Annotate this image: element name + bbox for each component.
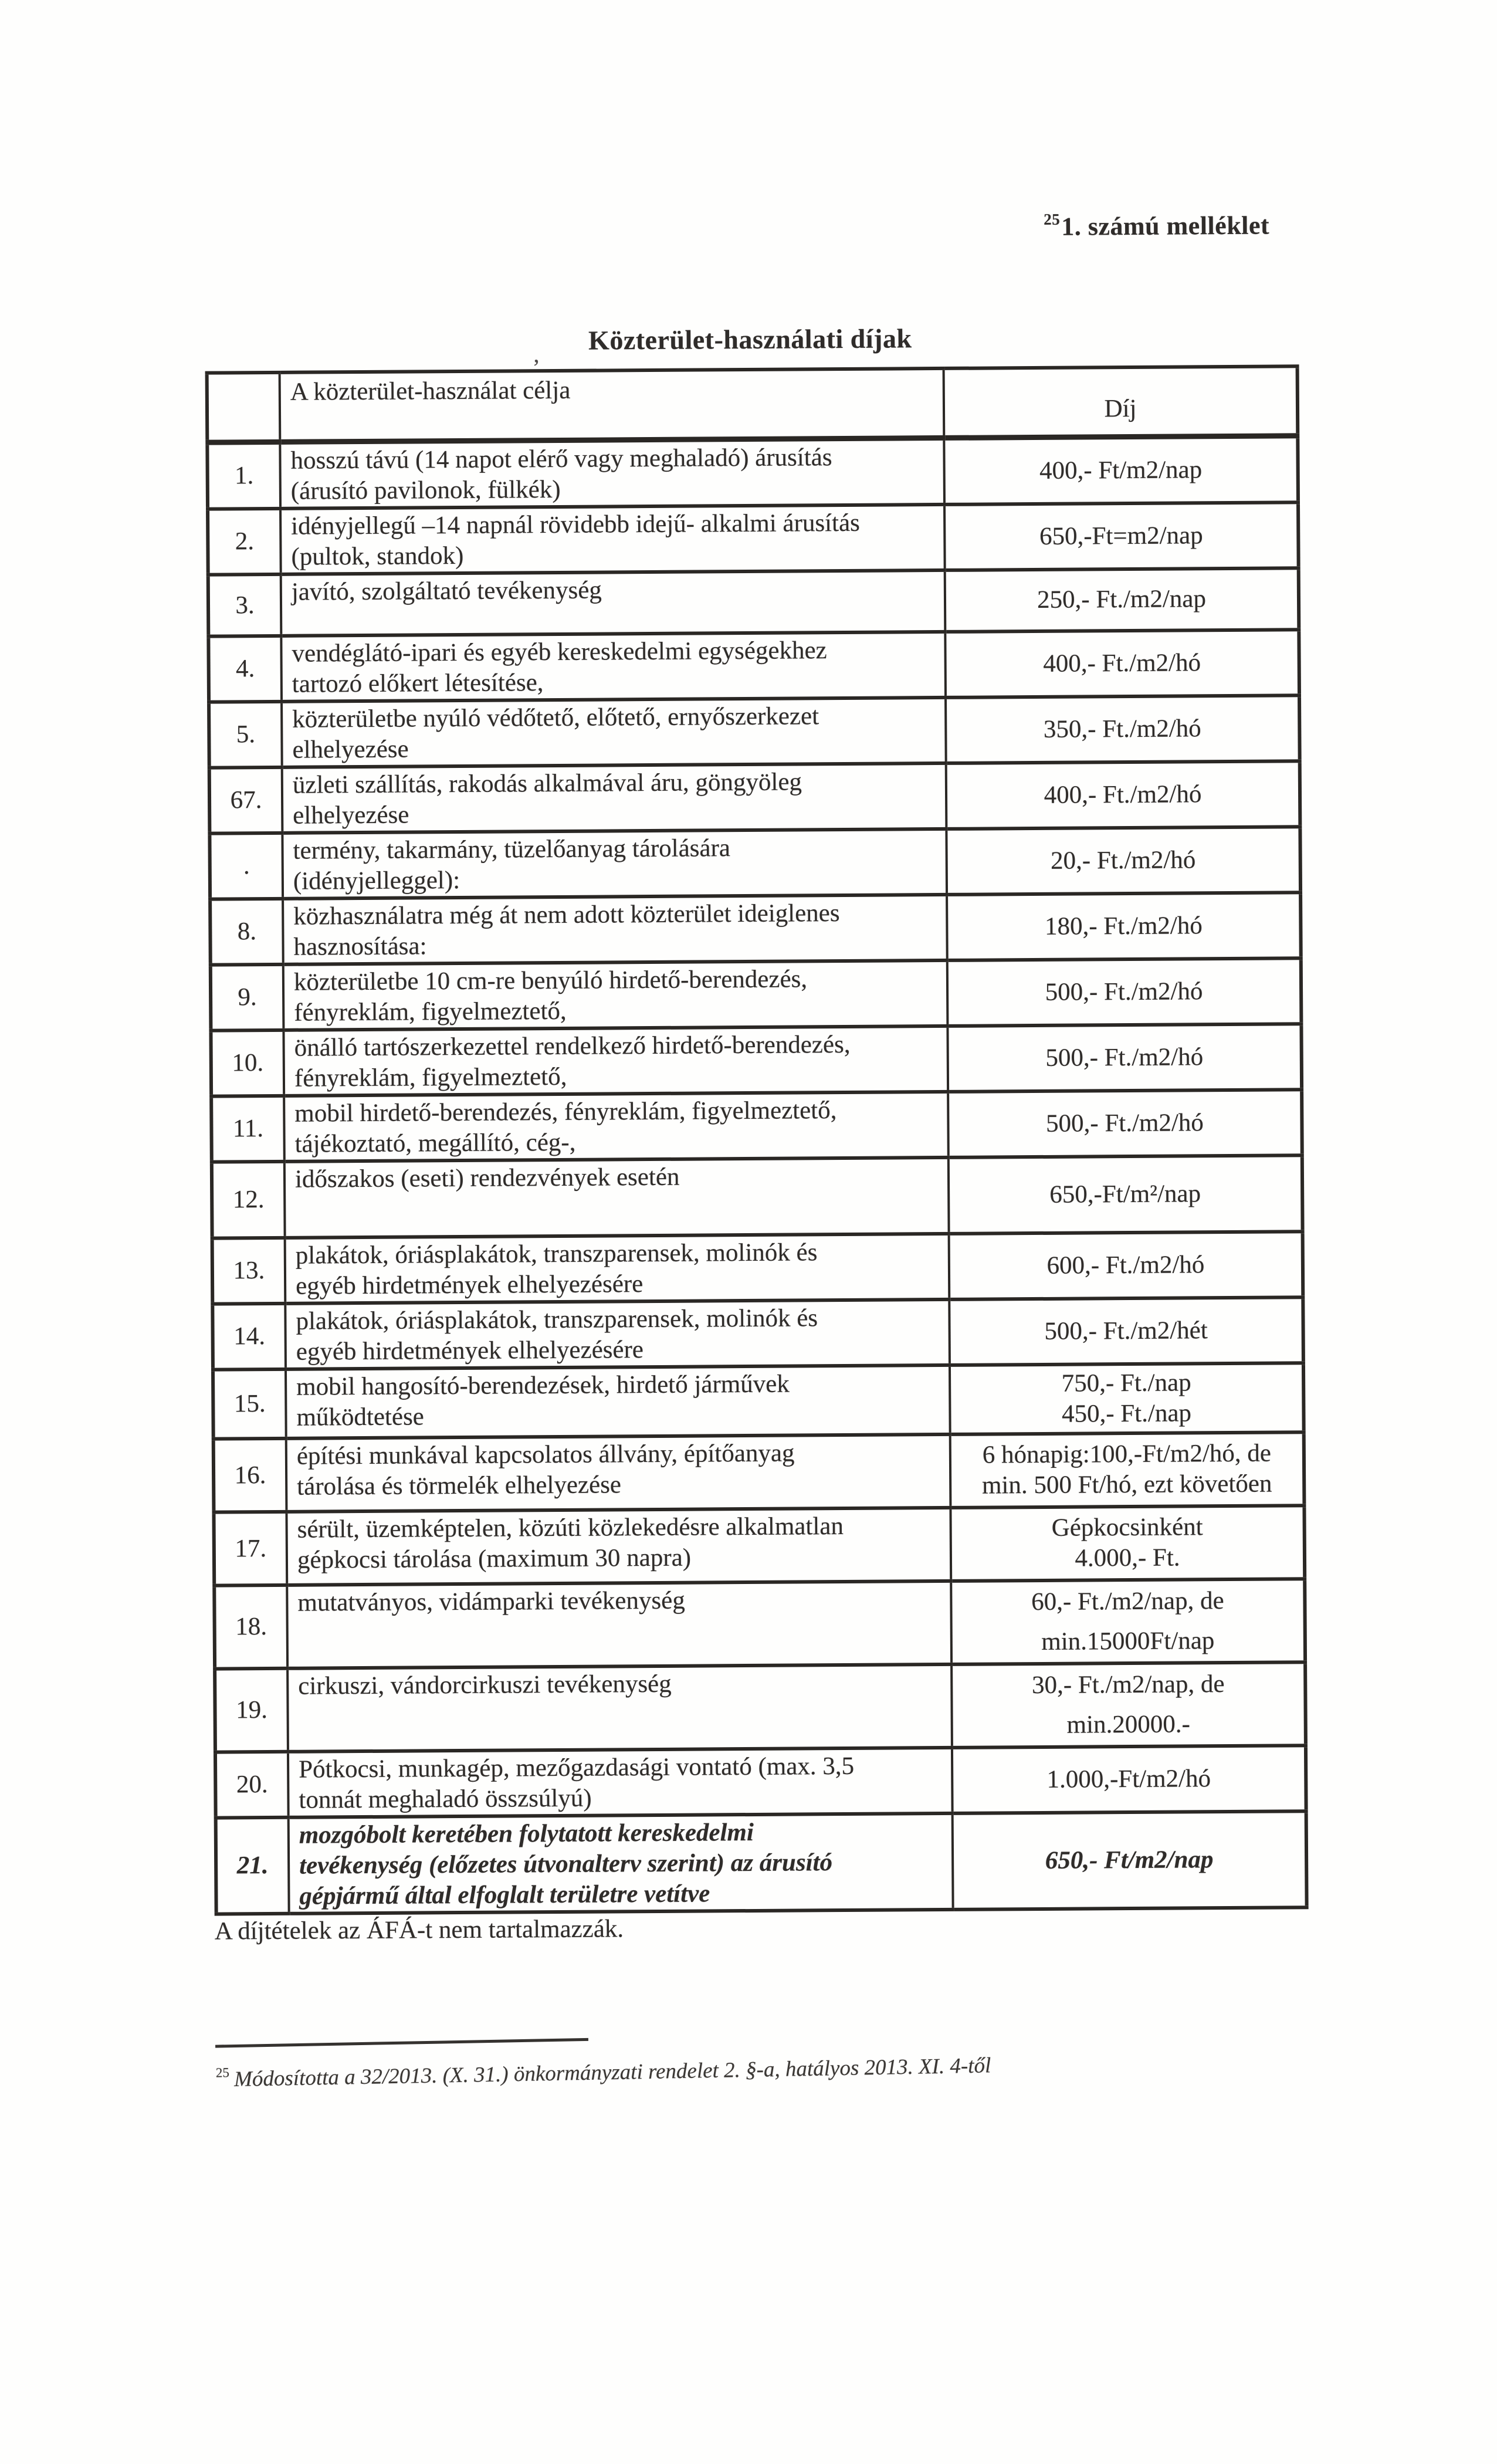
purpose-line: sérült, üzemképtelen, közúti közlekedésre alkalmatlan xyxy=(297,1512,844,1544)
row-fee-cell xyxy=(948,1089,1302,1157)
row-number-cell: 15. xyxy=(213,1369,286,1439)
fee-line: 650,- Ft/m2/nap xyxy=(1045,1845,1214,1874)
row-fee-cell xyxy=(951,1662,1306,1748)
fee-line: min.20000.- xyxy=(1066,1710,1190,1739)
purpose-line: tevékenység (előzetes útvonalterv szerint) az árusító xyxy=(299,1848,833,1880)
purpose-line: üzleti szállítás, rakodás alkalmával áru, göngyöleg xyxy=(292,767,802,799)
purpose-line: működtetése xyxy=(296,1402,424,1431)
row-number-cell: 21. xyxy=(216,1817,289,1914)
fee-line: 250,- Ft./m2/nap xyxy=(1037,585,1207,614)
row-fee-cell xyxy=(950,1432,1305,1508)
row-fee-cell xyxy=(944,435,1298,504)
row-fee-cell xyxy=(946,695,1300,763)
purpose-line: plakátok, óriásplakátok, transzparensek, molinók és xyxy=(295,1238,818,1270)
fee-table-row xyxy=(215,1745,1306,1817)
fee-table-body xyxy=(207,435,1306,1914)
row-number-cell: 8. xyxy=(210,898,283,964)
row-purpose-cell xyxy=(287,1664,952,1751)
row-purpose-cell xyxy=(285,1157,949,1237)
header-fee-cell: Díj xyxy=(944,366,1298,438)
purpose-line: tájékoztató, megállító, cég-, xyxy=(294,1128,576,1158)
fee-line: 650,-Ft=m2/nap xyxy=(1039,521,1203,550)
row-fee-cell xyxy=(947,892,1301,960)
fee-line: 4.000,- Ft. xyxy=(1075,1544,1180,1572)
fee-line: 500,- Ft./m2/hét xyxy=(1044,1316,1208,1345)
annotation-footnote-ref: 25 xyxy=(1044,210,1061,228)
row-number-cell: 13. xyxy=(212,1237,286,1304)
fee-line: min. 500 Ft/hó, ezt követően xyxy=(981,1470,1272,1500)
purpose-line: Pótkocsi, munkagép, mezőgazdasági vontató (max. 3,5 xyxy=(299,1752,855,1783)
fee-line: 1.000,-Ft/m2/hó xyxy=(1046,1764,1211,1793)
row-purpose-cell xyxy=(283,894,947,964)
row-number-cell: . xyxy=(209,832,283,899)
purpose-line: hasznosítása: xyxy=(293,932,427,961)
purpose-line: elhelyezése xyxy=(293,801,409,830)
fee-table-row xyxy=(212,1231,1303,1304)
row-fee-cell xyxy=(950,1363,1304,1434)
row-fee-cell xyxy=(949,1297,1303,1365)
fee-table-row xyxy=(212,1297,1303,1369)
fee-line: 400,- Ft./m2/hó xyxy=(1043,648,1201,678)
purpose-line: egyéb hirdetmények elhelyezésére xyxy=(295,1270,643,1300)
vat-note-wrap xyxy=(215,1914,624,1945)
row-purpose-cell xyxy=(281,570,946,635)
purpose-line: fényreklám, figyelmeztető, xyxy=(294,997,567,1027)
row-purpose-cell xyxy=(283,1025,948,1095)
row-purpose-cell xyxy=(282,828,947,898)
row-purpose-cell xyxy=(288,1747,953,1817)
footnote-number: 25 xyxy=(215,2065,230,2080)
row-purpose-cell xyxy=(286,1507,951,1585)
purpose-line: fényreklám, figyelmeztető, xyxy=(294,1062,567,1092)
purpose-line: közterületbe 10 cm-re benyúló hirdető-berendezés, xyxy=(293,964,808,996)
row-number-cell: 17. xyxy=(214,1511,287,1585)
purpose-line: elhelyezése xyxy=(292,735,409,764)
fee-line: 750,- Ft./nap xyxy=(1061,1368,1191,1397)
row-number-cell: 67. xyxy=(209,767,283,833)
row-fee-cell xyxy=(950,1505,1305,1581)
row-fee-cell xyxy=(947,958,1302,1026)
vat-note: A díjtételek az ÁFÁ-t nem tartalmazzák. xyxy=(214,1915,624,1945)
fee-line: 180,- Ft./m2/hó xyxy=(1044,911,1203,940)
purpose-line: (idényjelleggel): xyxy=(293,866,460,895)
fee-table-row xyxy=(214,1432,1305,1512)
purpose-line: javító, szolgáltató tevékenység xyxy=(291,576,602,606)
fee-table-row xyxy=(211,1089,1302,1162)
row-number-cell: 16. xyxy=(214,1438,287,1512)
purpose-line: termény, takarmány, tüzelőanyag tárolására xyxy=(293,834,731,865)
purpose-line: cirkuszi, vándorcirkuszi tevékenység xyxy=(298,1670,672,1700)
row-fee-cell xyxy=(953,1811,1307,1910)
fee-line: 400,- Ft./m2/hó xyxy=(1044,780,1202,809)
scan-speck-artifact: , xyxy=(533,341,540,368)
fee-table-row xyxy=(215,1662,1306,1752)
header-purpose-cell: A közterület-használat célja xyxy=(280,368,944,442)
row-purpose-cell xyxy=(282,763,947,832)
document-title: Közterület-használati díjak xyxy=(588,323,912,356)
row-number-cell: 9. xyxy=(211,964,284,1030)
fee-line: 60,- Ft./m2/nap, de xyxy=(1031,1586,1224,1616)
fee-table-row xyxy=(209,761,1300,833)
fee-table-row xyxy=(214,1505,1305,1585)
fee-table-row xyxy=(208,568,1299,636)
fee-table-row xyxy=(214,1579,1305,1668)
purpose-line: mozgóbolt keretében folytatott kereskedelmi xyxy=(299,1818,754,1849)
row-purpose-cell xyxy=(280,504,945,574)
footnote-text xyxy=(216,2045,1331,2093)
fee-table-row xyxy=(209,695,1300,767)
purpose-line: tartozó előkert létesítése, xyxy=(292,668,544,698)
row-number-cell: 11. xyxy=(211,1095,285,1162)
purpose-line: plakátok, óriásplakátok, transzparensek, molinók és xyxy=(296,1304,818,1335)
row-purpose-cell xyxy=(287,1580,951,1668)
row-fee-cell xyxy=(946,761,1300,829)
purpose-line: önálló tartószerkezettel rendelkező hirdető-berendezés, xyxy=(294,1030,851,1062)
fee-line: 6 hónapig:100,-Ft/m2/hó, de xyxy=(982,1439,1272,1469)
purpose-line: (árusító pavilonok, fülkék) xyxy=(290,475,561,505)
row-number-cell: 3. xyxy=(208,574,282,636)
purpose-line: egyéb hirdetmények elhelyezésére xyxy=(296,1335,644,1366)
row-purpose-cell xyxy=(285,1233,950,1303)
row-purpose-cell xyxy=(282,697,946,767)
fee-line: 350,- Ft./m2/hó xyxy=(1043,714,1201,743)
row-number-cell: 14. xyxy=(212,1303,286,1369)
purpose-line: építési munkával kapcsolatos állvány, építőanyag xyxy=(296,1439,795,1470)
fee-table-row xyxy=(211,958,1302,1030)
header-number-cell xyxy=(207,373,280,442)
row-fee-cell xyxy=(947,1024,1302,1092)
purpose-line: időszakos (eseti) rendezvények esetén xyxy=(294,1163,680,1193)
purpose-line: közterületbe nyúló védőtető, előtető, ernyőszerkezet xyxy=(292,702,819,733)
purpose-line: tonnát meghaladó összsúlyú) xyxy=(299,1784,592,1814)
purpose-line: mobil hangosító-berendezések, hirdető járművek xyxy=(296,1370,790,1401)
row-purpose-cell xyxy=(286,1365,950,1438)
row-fee-cell xyxy=(951,1579,1305,1664)
purpose-line: idényjellegű –14 napnál rövidebb idejű- alkalmi árusítás xyxy=(291,509,860,540)
fee-line: 650,-Ft/m²/nap xyxy=(1049,1179,1201,1209)
row-number-cell: 1. xyxy=(207,442,280,509)
annotation-label: 1. számú melléklet xyxy=(1061,211,1270,241)
purpose-line: közhasználatra még át nem adott közterület ideiglenes xyxy=(293,899,840,930)
row-fee-cell xyxy=(945,568,1299,632)
fee-table xyxy=(205,364,1309,1915)
fee-table-row xyxy=(209,827,1300,899)
row-purpose-cell xyxy=(283,960,948,1030)
purpose-line: (pultok, standok) xyxy=(291,541,464,571)
row-fee-cell xyxy=(952,1745,1306,1813)
fee-line: 20,- Ft./m2/hó xyxy=(1050,845,1196,875)
row-number-cell: 2. xyxy=(208,508,281,574)
purpose-line: vendéglátó-ipari és egyéb kereskedelmi egységekhez xyxy=(292,636,827,668)
fee-line: 600,- Ft./m2/hó xyxy=(1046,1250,1205,1280)
row-purpose-cell xyxy=(285,1299,950,1369)
fee-table-row xyxy=(211,1024,1302,1096)
fee-line: Gépkocsinként xyxy=(1051,1513,1203,1542)
fee-line: min.15000Ft/nap xyxy=(1041,1626,1215,1656)
fee-line: 450,- Ft./nap xyxy=(1061,1399,1192,1428)
footnote-body: Módosította a 32/2013. (X. 31.) önkormányzati rendelet 2. §-a, hatályos 2013. XI. 4-től xyxy=(233,2053,991,2092)
purpose-line: tárolása és törmelék elhelyezése xyxy=(297,1470,622,1501)
fee-table-row xyxy=(212,1155,1303,1238)
row-number-cell: 18. xyxy=(214,1585,287,1668)
row-purpose-cell xyxy=(280,438,944,508)
footnote-block xyxy=(215,2025,1330,2093)
table-header-row xyxy=(207,366,1298,442)
fee-table-row xyxy=(208,502,1299,574)
row-number-cell: 20. xyxy=(215,1751,289,1817)
fee-table-row xyxy=(216,1811,1307,1914)
fee-table-wrap xyxy=(205,364,1309,1915)
fee-table-row xyxy=(213,1363,1304,1439)
row-number-cell: 4. xyxy=(208,635,282,702)
fee-table-row xyxy=(208,629,1299,702)
row-fee-cell xyxy=(946,827,1300,895)
row-number-cell: 19. xyxy=(215,1668,288,1752)
fee-table-row xyxy=(210,892,1301,964)
row-purpose-cell xyxy=(286,1434,951,1511)
row-number-cell: 10. xyxy=(211,1030,284,1096)
fee-line: 400,- Ft/m2/nap xyxy=(1039,455,1203,485)
fee-line: 500,- Ft./m2/hó xyxy=(1045,1108,1204,1138)
purpose-line: mobil hirdető-berendezés, fényreklám, figyelmeztető, xyxy=(294,1096,837,1128)
fee-line: 500,- Ft./m2/hó xyxy=(1045,1043,1204,1072)
row-fee-cell xyxy=(949,1155,1303,1234)
fee-line: 30,- Ft./m2/nap, de xyxy=(1031,1670,1225,1699)
row-purpose-cell xyxy=(281,631,946,701)
purpose-line: mutatványos, vidámparki tevékenység xyxy=(297,1586,685,1617)
purpose-line: gépjármű által elfoglalt területre vetítve xyxy=(299,1879,710,1910)
purpose-line: hosszú távú (14 napot elérő vagy meghaladó) árusítás xyxy=(290,443,832,475)
purpose-line: gépkocsi tárolása (maximum 30 napra) xyxy=(297,1544,692,1574)
footnote-divider xyxy=(215,2038,588,2048)
row-fee-cell xyxy=(949,1231,1303,1299)
fee-line: 500,- Ft./m2/hó xyxy=(1045,977,1203,1006)
page-annotation xyxy=(0,209,1269,248)
row-purpose-cell xyxy=(284,1091,949,1161)
row-number-cell: 5. xyxy=(209,701,282,767)
fee-table-row xyxy=(207,435,1298,509)
row-fee-cell xyxy=(944,502,1299,570)
row-fee-cell xyxy=(945,629,1299,698)
row-number-cell: 12. xyxy=(212,1161,285,1238)
row-purpose-cell xyxy=(289,1813,953,1913)
